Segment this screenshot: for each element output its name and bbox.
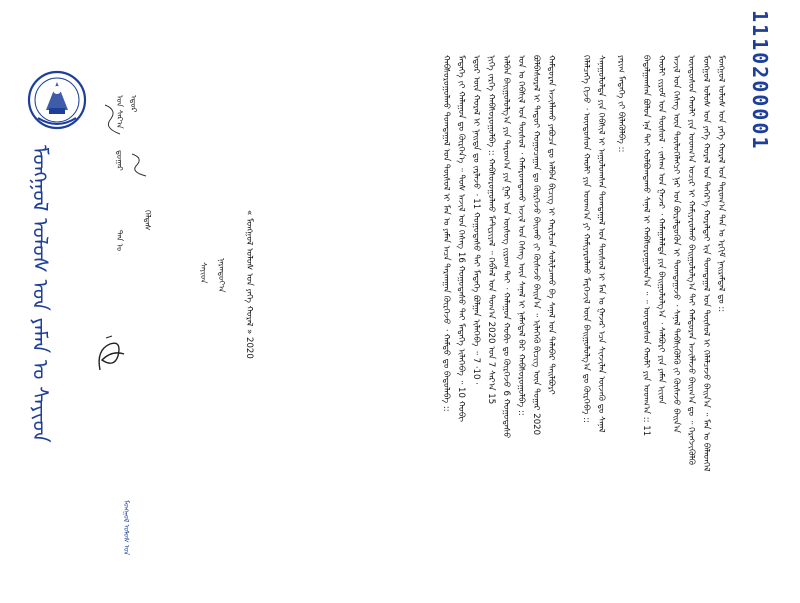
body-line: ᠣᠨ ᠤ ᠬᠡᠪᠰᠢᠯ ᠤᠨ ᠲᠥᠰᠥᠯ ᠂ ᠬᠠᠮᠠᠷᠤᠭᠳᠠᠬᠤ ᠠᠵᠢᠯ ᠤᠨ ᠬᠡᠰᠡᠭ ᠦᠨ ᠰᠠᠨᠠᠯ ᠢ ᠨᠡᠮᠡᠭᠳᠡᠯ ᠪᠠᠷ ᠬᠠᠪᠰᠤᠷᠤᠭᠤᠯᠪᠠ :: bbox=[516, 55, 526, 416]
meta-ref-number: ᠬᠡᠯᠲᠡᠰ bbox=[143, 210, 152, 231]
document-number: 1110200001 bbox=[748, 10, 772, 151]
body-line: ᠬᠠᠤᠯᠢ ᠵᠢᠷᠤᠮ ᠤᠨ ᠲᠥᠰᠥᠯ ᠂ ᠵᠠᠰᠠᠭ ᠤᠨ ᠭᠠᠵᠠᠷ ᠂ ᠬᠠᠮᠠᠭᠠᠯᠠᠯᠲᠠ ᠶᠢᠨ ᠪᠠᠢᠭᠤᠯᠤᠯᠭ᠎ᠠ ᠂ ᠰᠠᠯᠪᠤᠷᠢ ᠶᠢᠨ ᠶᠠᠮᠠᠨ ᠢᠢᠳ bbox=[656, 55, 666, 405]
body-line: ᠪᠠᠳᠠᠯᠭᠠᠭᠰᠠᠨ ᠪᠣᠯᠤᠨ ᠡᠨᠡ ᠲᠠᠢ ᠬᠣᠯᠪᠣᠭᠳᠠᠬᠤ ᠰᠠᠨᠠᠯ ᠢ ᠬᠠᠪᠰᠤᠷᠤᠭᠤᠯᠤᠨ᠎ᠠ ᠃ ᠃ ᠦᠨᠳᠦᠰᠦᠨ ᠬᠠᠤᠯᠢ ᠶᠢᠨ ᠤᠳᠬ᠎ᠠ :: 11 bbox=[641, 55, 651, 437]
body-line: ᠮᠡᠳᠡᠭᠡ ᠵᠢ ᠬᠠᠯᠠᠭᠤᠨ ᠳᠤ ᠬᠦᠷᠭᠡᠨ᠎ᠡ ᠃ ᠲᠤᠰ ᠠᠵᠢᠯ ᠤᠨ ᠬᠡᠰᠡᠭ 16 ᠬᠤᠭᠤᠳᠠᠰᠤ ᠲᠠᠢ ᠮᠡᠳᠡᠭᠡ ᠢᠯᠡᠭᠡᠪᠡ ᠃ 10 ᠬᠤᠪᠢ bbox=[456, 55, 466, 423]
handwritten-number-mark bbox=[128, 150, 152, 180]
signatory-title: ᠰᠠᠶᠢᠳ bbox=[199, 262, 208, 284]
signatory-name: ᠨᠠᠷᠠᠨᠲᠤᠶ᠎ᠠ bbox=[217, 258, 226, 293]
body-line: ᠪᠣᠯᠪᠠᠰᠤᠷᠠᠯ ᠢ ᠲᠡᠳᠦᠢ ᠬᠤᠭᠤᠴᠠᠭᠠᠨ ᠳᠤ ᠬᠦᠷᠭᠡᠵᠦ ᠪᠠᠢᠬᠤ ᠵᠢ ᠬᠦᠰᠡᠵᠦ ᠪᠠᠢᠨ᠎ᠠ ᠃ ᠢᠯᠡᠭᠡᠬᠦ ᠪᠢᠴᠢᠭ ᠦᠨ ᠳᠤᠭᠠᠷ 2020 bbox=[531, 55, 541, 436]
body-line: ᠬᠠᠪᠰᠤᠷᠤᠭᠤᠯᠬᠤ ᠲᠣᠭᠲᠠᠭᠠᠯ ᠤᠨ ᠲᠥᠰᠥᠯ ᠢ ᠮᠠᠨ ᠤ ᠶᠠᠮᠠᠨ ᠠᠴᠠ ᠲᠠᠷᠬᠠᠭᠠᠨ ᠬᠦᠷᠭᠡᠵᠦ ᠂ ᠬᠠᠮᠲᠤ ᠳᠤ ᠪᠠᠲᠤᠯᠠᠪᠠ :: bbox=[441, 55, 451, 412]
body-line: ᠶᠠᠷᠢᠭ ᠮᠡᠳᠡᠭᠡ ᠵᠢ ᠪᠢᠯᠡᠭᠦᠯᠪᠡ :: bbox=[616, 55, 626, 153]
organization-name: ᠮᠣᠩᠭᠣᠯ ᠤᠯᠤᠰ ᠤᠨ ᠶᠠᠮᠠᠨ ᠤ ᠰᠠᠶᠢᠳ bbox=[28, 145, 52, 443]
body-line: ᠠᠯᠪᠠᠨ ᠪᠠᠢᠭᠤᠯᠤᠯᠭ᠎ᠠ ᠶᠢᠨ ᠳᠠᠷᠤᠭ᠎ᠠ ᠶᠢᠨ ᠭᠠᠷ ᠤᠨ ᠦᠰᠦᠭ ᠵᠢᠷᠤᠭ ᠲᠠᠢ ᠂ ᠬᠠᠯᠠᠭᠤᠨ ᠬᠤᠪᠢ ᠳᠤ ᠬᠦᠷᠭᠡᠵᠦ 6 ᠬᠤᠭᠤᠳᠠᠰᠤ bbox=[501, 55, 511, 439]
body-line: ᠨᠢᠭᠡ ᠵᠡᠷᠭᠡ ᠬᠠᠪᠰᠤᠷᠤᠭᠤᠯᠪᠠ :: ᠬᠠᠪᠰᠤᠷᠤᠭᠤᠯᠬᠤ ᠮᠠᠲ᠋ᠧᠷᠢᠶᠠᠯ ᠃ ᠬᠡᠪᠯᠡᠯ ᠤᠨ ᠲᠣᠭ᠎ᠠ 2020 ᠣᠨ 7 ᠰᠠᠷ᠎ᠠ 15 bbox=[486, 55, 496, 405]
meta-date-label: ᠣᠨ ᠰᠠᠷ᠎ᠠ ᠡᠳᠦᠷ bbox=[115, 95, 138, 129]
signature-icon bbox=[92, 330, 130, 380]
handwritten-date-mark bbox=[100, 100, 130, 140]
body-line: ᠮᠣᠩᠭᠣᠯ ᠤᠯᠤᠰ ᠤᠨ ᠶᠡᠬᠡ ᠬᠤᠷᠠᠯ ᠤᠨ ᠳᠠᠷᠤᠭ᠎ᠠ ᠲᠠᠨ ᠤ ᠡᠷᠬᠢᠮ ᠨᠠᠢᠷᠠᠮᠳᠠᠯ ᠳᠤ :: bbox=[716, 55, 726, 313]
body-line: ᠬᠠᠮᠲᠤᠷᠠᠨ ᠠᠵᠢᠯᠯᠠᠬᠤ ᠶᠠᠪᠤᠴᠠ ᠳᠤ ᠠᠯᠪᠠᠨ ᠪᠢᠴᠢᠭ ᠢ ᠬᠠᠷᠢᠯᠴᠠᠨ ᠰᠣᠯᠢᠯᠴᠠᠬᠤ ᠪᠠ ᠰᠠᠨᠠᠯ ᠤᠨ ᠲᠠᠯᠠᠪᠠᠷ ᠲᠠᠢᠯᠪᠤᠷᠢ bbox=[546, 55, 556, 395]
meta-number-label: ᠳ᠋ᠤᠭᠠᠷ bbox=[115, 150, 124, 171]
footer-citation: « ᠮᠣᠩᠭᠣᠯ ᠤᠯᠤᠰ ᠤᠨ ᠶᠡᠬᠡ ᠬᠤᠷᠠᠯ » 2020 bbox=[244, 210, 254, 359]
body-line: ᠠᠵᠢᠯ ᠤᠨ ᠬᠡᠰᠡᠭ ᠦᠨ ᠲᠥᠯᠦᠭᠡᠯᠡᠭᠴᠢ ᠨᠠᠷ ᠤᠨ ᠪᠦᠷᠡᠯᠳᠦᠬᠦᠨ ᠢ ᠲᠣᠭᠲᠠᠭᠠᠵᠤ ᠂ ᠰᠠᠨᠠᠯ ᠳᠡᠪᠰᠢᠭᠦᠯᠬᠦ ᠵᠢ ᠬᠦᠰᠡᠵᠦ ᠪᠠᠢᠨ᠎ᠠ bbox=[671, 55, 681, 434]
meta-ref-label: ᠲᠠᠨ ᠤ bbox=[115, 230, 124, 252]
body-line: ᠰᠠᠨᠠᠭᠤᠯᠤᠯᠲᠠ ᠶᠢᠨ ᠬᠡᠪᠰᠢᠯ ᠢ ᠠᠭᠤᠯᠤᠭᠰᠠᠨ ᠲᠣᠭᠲᠠᠭᠠᠯ ᠤᠨ ᠲᠥᠰᠥᠯ ᠢ ᠮᠠᠨ ᠤ ᠭᠠᠵᠠᠷ ᠡᠴᠡ ᠰᠢᠨᠵᠢᠯᠡᠨ ᠦᠵᠡᠬᠦ ᠳᠤ ᠰᠠᠨᠠᠯ bbox=[596, 55, 606, 433]
emblem-seal-icon bbox=[26, 60, 88, 140]
body-line: ᠦᠨᠳᠦᠰᠦᠨ ᠬᠠᠤᠯᠢ ᠶᠢᠨ ᠤᠳᠬ᠎ᠠ ᠤᠴᠢᠷ ᠢ ᠬᠠᠮᠢᠶᠠᠷᠤᠯᠬᠤ ᠪᠠᠢᠭᠤᠯᠤᠯᠭ᠎ᠠ ᠲᠠᠢ ᠬᠠᠮᠲᠤᠷᠠᠨ ᠠᠵᠢᠯᠯᠠᠵᠤ ᠪᠠᠢᠭ᠎ᠠ ᠳᠤ ᠃ ᠬᠡᠷᠡᠭᠵᠢᠭᠦᠯᠬᠦ bbox=[686, 55, 696, 465]
body-line: ᠡᠳᠦᠷ ᠦᠨ ᠬᠤᠷᠠᠯ ᠢ ᠨᠡᠢᠲᠡ ᠳᠤ ᠵᠠᠷᠯᠠᠵᠤ ᠂ 11 ᠬᠤᠭᠤᠳᠠᠰᠤ ᠲᠠᠢ ᠮᠡᠳᠡᠭᠡ ᠪᠣᠯᠭᠠᠨ ᠢᠯᠡᠭᠡᠪᠡ ᠃ 7 ·10 · bbox=[471, 55, 481, 385]
body-line: ᠮᠣᠩᠭᠣᠯ ᠤᠯᠤᠰ ᠤᠨ ᠶᠡᠬᠡ ᠬᠤᠷᠠᠯ ᠤᠨ ᠳᠡᠭᠡᠷ᠎ᠡ ᠬᠤᠷᠠᠯᠳᠠᠢ ᠢᠨ ᠲᠣᠭᠲᠠᠭᠠᠯ ᠤᠨ ᠲᠥᠰᠥᠯ ᠢ ᠬᠡᠯᠡᠯᠴᠡᠵᠦ ᠪᠠᠢᠨ᠎ᠠ ᠃ ᠮᠠᠨ ᠤ ᠪᠡᠯᠡᠳᠬᠡᠯ bbox=[701, 55, 711, 472]
organization-footer: ᠮᠣᠩᠭᠣᠯ ᠤᠯᠤᠰ ᠤᠨ bbox=[122, 500, 130, 556]
body-line: ᠬᠡᠯᠡᠯᠴᠡᠭᠡ ᠬᠢᠵᠦ ᠂ ᠦᠨᠳᠦᠰᠦᠨ ᠬᠠᠤᠯᠢ ᠶᠢᠨ ᠤᠳᠬ᠎ᠠ ᠶᠢ ᠬᠠᠮᠢᠶᠠᠷᠤᠯᠬᠤ ᠮᠡᠷᠭᠡᠵᠢᠯ ᠦᠨ ᠪᠠᠢᠭᠤᠯᠤᠯᠭ᠎ᠠ ᠳᠤ ᠬᠦᠷᠭᠡᠪᠡ :: bbox=[581, 55, 591, 424]
